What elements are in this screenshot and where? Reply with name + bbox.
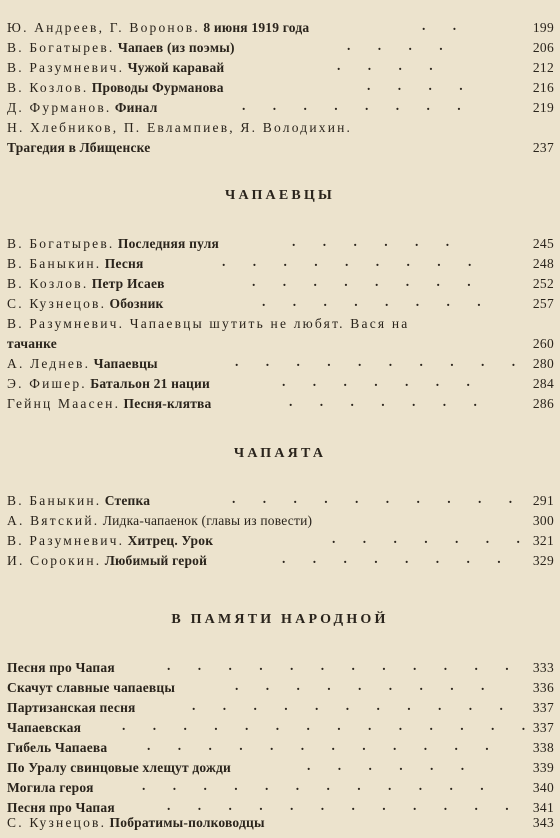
toc-leader: . . . . . . . . [242, 98, 473, 113]
toc-author: Э. Фишер. [7, 376, 87, 391]
toc-author: С. Кузнецов. [7, 296, 107, 311]
toc-page-number: 257 [532, 296, 554, 311]
toc-title: Песня [104, 256, 144, 271]
toc-leader: . . . . . . . . . . [232, 491, 525, 506]
toc-author: С. Кузнецов. [7, 815, 107, 830]
toc-title: Финал [114, 100, 158, 115]
toc-author: В. Богатырев. [7, 236, 115, 251]
section-heading: ЧАПАЯТА [233, 446, 327, 461]
toc-leader: . . . . . . . [289, 394, 489, 409]
toc-title: Песня про Чапая [7, 800, 115, 815]
toc-author: А. Вятский. [7, 513, 100, 528]
toc-entry-line2 [7, 137, 554, 159]
toc-page-number: 343 [532, 815, 554, 830]
toc-leader: . . . . . . . . [282, 551, 513, 566]
toc-leader: . . . . . . . . [262, 294, 493, 309]
toc-author: В. Разумневич. [7, 60, 125, 75]
toc-leader: . . . . . . . . . [235, 678, 497, 693]
toc-page-number: 237 [532, 140, 554, 155]
toc-page-number: 252 [532, 276, 554, 291]
toc-page-number: 245 [532, 236, 554, 251]
toc-title: Песня-клятва [123, 396, 212, 411]
toc-title: Проводы Фурманова [91, 80, 224, 95]
toc-title: Побратимы-полководцы [109, 815, 265, 830]
toc-title: Степка [104, 493, 151, 508]
toc-leader: . . . . . . [292, 234, 462, 249]
toc-title: Хитрец. Урок [127, 533, 214, 548]
toc-page-number: 260 [532, 336, 554, 351]
toc-leader: . . . . [347, 38, 455, 53]
toc-leader: . . . . . . . . . . [235, 354, 528, 369]
toc-author: А. Леднев. [7, 356, 91, 371]
toc-leader: . . . . [337, 58, 445, 73]
toc-page-number: 337 [532, 720, 554, 735]
toc-leader: . . . . . . . . . . . . . . [122, 718, 538, 733]
toc-leader: . . [422, 18, 469, 33]
toc-title: Чапаев (из поэмы) [117, 40, 235, 55]
toc-page-number: 199 [532, 20, 554, 35]
toc-title: Песня про Чапая [7, 660, 115, 675]
toc-title: Трагедия в Лбищенске [7, 140, 151, 155]
toc-title: Могила героя [7, 780, 94, 795]
toc-leader: . . . . . . . . . . . . [147, 738, 501, 753]
toc-page-number: 329 [532, 553, 554, 568]
toc-page-number: 341 [532, 800, 554, 815]
toc-author: В. Баныкин. [7, 493, 102, 508]
toc-leader: . . . . [367, 78, 475, 93]
toc-author: Гейнц Маасен. [7, 396, 121, 411]
toc-leader: . . . . . . [307, 758, 477, 773]
toc-title: Скачут славные чапаевцы [7, 680, 176, 695]
toc-entry [7, 550, 554, 572]
toc-entry [7, 812, 554, 834]
toc-title: Батальон 21 нации [90, 376, 210, 391]
toc-title: По Уралу свинцовые хлещут дожди [7, 760, 232, 775]
toc-author: И. Сорокин. [7, 553, 102, 568]
toc-page-number: 206 [532, 40, 554, 55]
toc-title: Чужой каравай [127, 60, 225, 75]
toc-author: В. Козлов. [7, 276, 89, 291]
toc-author: В. Разумневич. [7, 533, 125, 548]
toc-leader: . . . . . . . . [252, 274, 483, 289]
toc-title: Последняя пуля [117, 236, 219, 251]
toc-author: Д. Фурманов. [7, 100, 112, 115]
toc-leader: . . . . . . . [332, 531, 532, 546]
section-heading: ЧАПАЕВЦЫ [225, 188, 335, 203]
toc-page-number: 336 [532, 680, 554, 695]
toc-leader: . . . . . . . . . [222, 254, 484, 269]
toc-page-number: 280 [532, 356, 554, 371]
toc-title: Петр Исаев [91, 276, 165, 291]
toc-leader: . . . . . . . . . . . . [167, 658, 521, 673]
toc-page-number: 216 [532, 80, 554, 95]
toc-page-number: 286 [532, 396, 554, 411]
toc-title: Чапаевская [7, 720, 82, 735]
toc-page-number: 337 [532, 700, 554, 715]
toc-page-number: 333 [532, 660, 554, 675]
toc-entry [7, 97, 554, 119]
toc-author: В. Богатырев. [7, 40, 115, 55]
toc-leader: . . . . . . . . . . . . [142, 778, 496, 793]
toc-title: тачанке [7, 336, 57, 351]
toc-title: Лидка-чапаенок (главы из повести) [102, 513, 313, 528]
toc-entry [7, 17, 554, 39]
toc-page-number: 219 [532, 100, 554, 115]
toc-page-number: 284 [532, 376, 554, 391]
toc-author: Ю. Андреев, Г. Воронов. [7, 20, 200, 35]
toc-title: Партизанская песня [7, 700, 136, 715]
toc-author: В. Разумневич. Чапаевцы шутить не любят. Вася на [7, 316, 410, 331]
toc-title: Чапаевцы [93, 356, 158, 371]
toc-author: Н. Хлебников, П. Евлампиев, Я. Володихин. [7, 120, 353, 135]
toc-page-number: 321 [532, 533, 554, 548]
toc-leader: . . . . . . . . . . . [192, 698, 515, 713]
toc-page-number: 339 [532, 760, 554, 775]
toc-entry [7, 393, 554, 415]
toc-leader: . . . . . . . [282, 374, 482, 389]
toc-page-number: 338 [532, 740, 554, 755]
toc-page-number: 300 [532, 513, 554, 528]
toc-entry [7, 490, 554, 512]
toc-page-number: 340 [532, 780, 554, 795]
toc-title: Любимый герой [104, 553, 208, 568]
toc-entry [7, 37, 554, 59]
toc-page-number: 212 [532, 60, 554, 75]
toc-title: Гибель Чапаева [7, 740, 108, 755]
toc-author: В. Баныкин. [7, 256, 102, 271]
section-heading: В ПАМЯТИ НАРОДНОЙ [171, 612, 389, 627]
toc-title: 8 июня 1919 года [203, 20, 310, 35]
toc-entry [7, 293, 554, 315]
toc-title: Обозник [109, 296, 164, 311]
toc-author: В. Козлов. [7, 80, 89, 95]
toc-leader: . . . . . . . . . . . . [167, 798, 521, 813]
toc-page-number: 291 [532, 493, 554, 508]
toc-page-number: 248 [532, 256, 554, 271]
